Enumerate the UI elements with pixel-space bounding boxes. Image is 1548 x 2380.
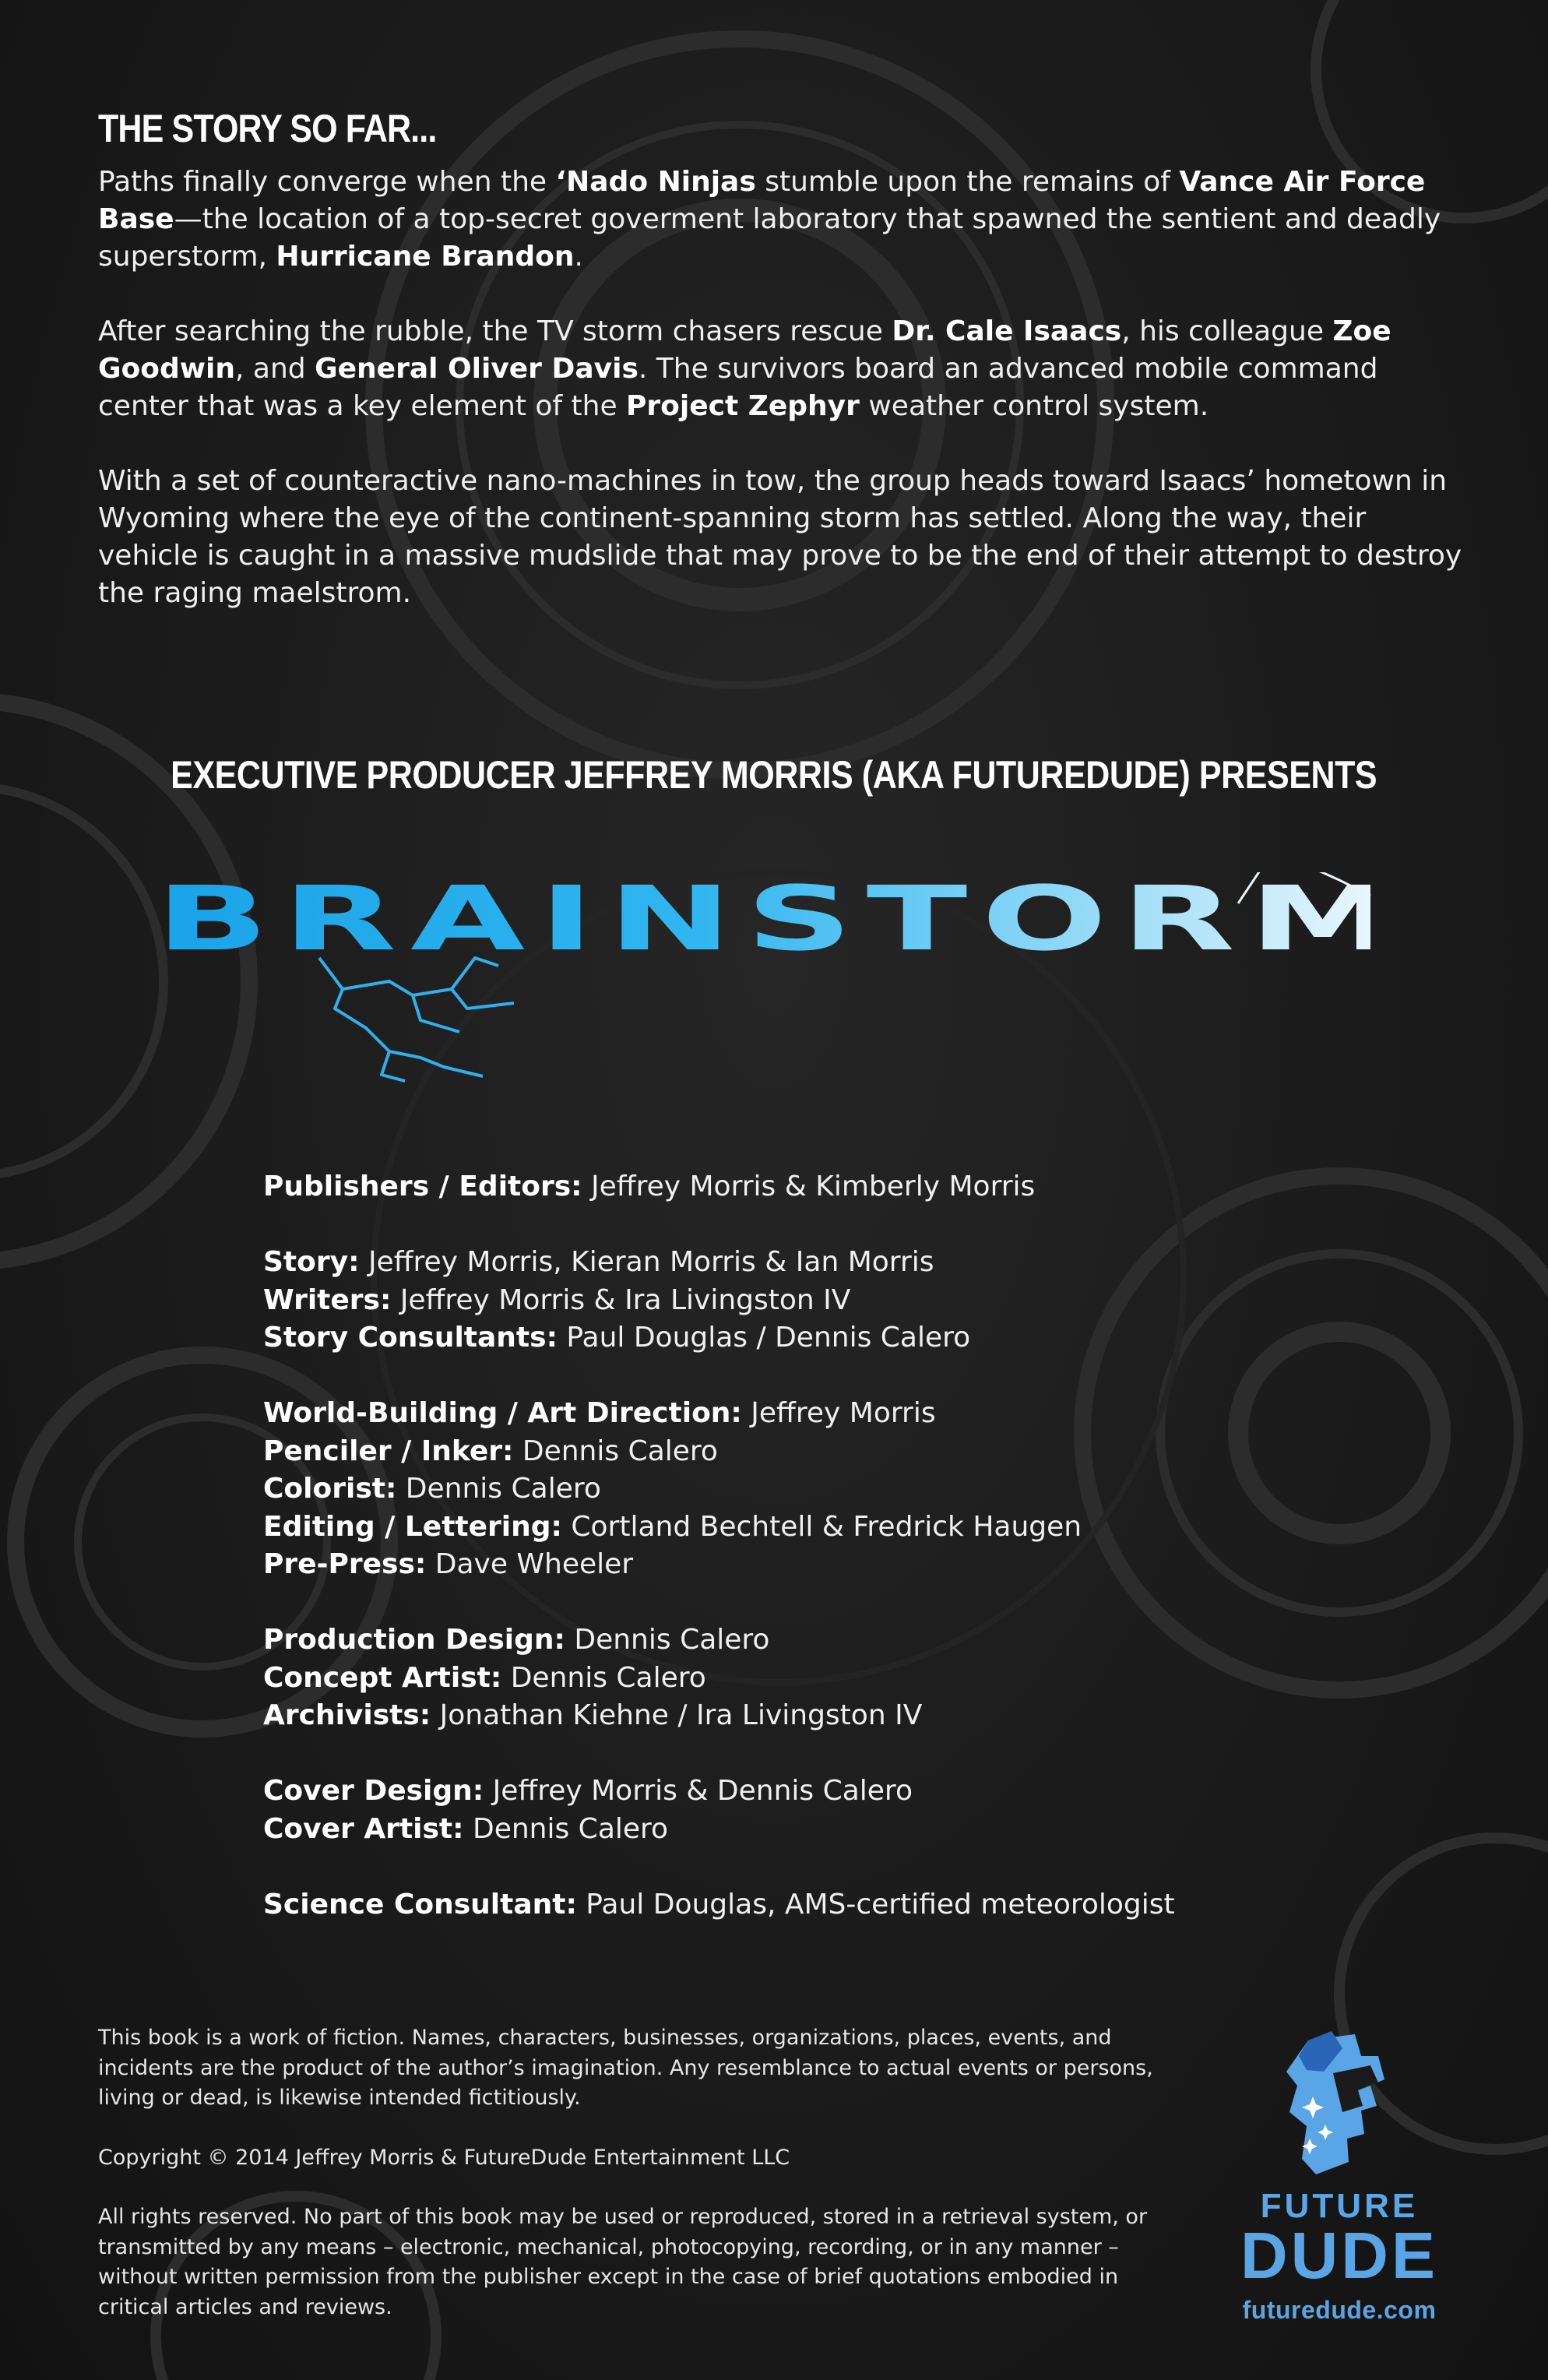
presents-line [0, 752, 1548, 797]
credit-name: Jeffrey Morris [741, 1397, 936, 1429]
story-bold-term: Project Zephyr [626, 390, 860, 422]
credit-line [263, 1697, 1353, 1735]
credit-role: Concept Artist: [263, 1661, 502, 1694]
story-bold-term: Vance Air Force Base [98, 166, 1426, 235]
story-text: , his colleague [1121, 315, 1333, 347]
credit-line [263, 1244, 1353, 1282]
credits-group [263, 1244, 1353, 1357]
credit-line [263, 1773, 1353, 1811]
credit-role: Cover Design: [263, 1775, 484, 1807]
credits-group [263, 1395, 1353, 1584]
story-heading: THE STORY SO FAR... [98, 107, 437, 150]
story-text: . The survivors board an advanced mobile command center that was a key element of the [98, 353, 1378, 422]
credits-group [263, 1168, 1353, 1206]
story-text: With a set of counteractive nano-machines in tow, the group heads toward Isaacs’ hometown in Wyoming where the eye of the continent-spanning storm has settled. Along the way, their vehicle is caught in a massive mudslide that may prove to be the end of their attempt to destroy the raging maelstrom. [98, 465, 1462, 609]
story-bold-term: ‘Nado Ninjas [555, 166, 756, 198]
credits-group [263, 1886, 1353, 1924]
futuredude-head-icon [1261, 2025, 1417, 2181]
credit-name: Jeffrey Morris, Kieran Morris & Ian Morris [359, 1246, 934, 1278]
brainstorm-logo [156, 867, 1411, 1106]
story-bold-term: Zoe Goodwin [98, 315, 1391, 385]
credits-group [263, 1773, 1353, 1848]
brainstorm-logo-text: BRAINSTORM [156, 867, 1411, 970]
story-text: stumble upon the remains of [755, 166, 1180, 198]
credit-role: Production Design: [263, 1624, 565, 1656]
credit-name: Dave Wheeler [426, 1548, 634, 1580]
credit-name: Paul Douglas, AMS-certified meteorologist [576, 1888, 1175, 1921]
credit-role: World-Building / Art Direction: [263, 1397, 742, 1429]
story-text: , and [235, 353, 315, 385]
credit-role: Colorist: [263, 1473, 397, 1505]
credit-role: Story: [263, 1246, 360, 1278]
story-summary [98, 164, 1469, 650]
credit-role: Writers: [263, 1283, 392, 1316]
credits-list [263, 1168, 1353, 1962]
publisher-word-dude: DUDE [1240, 2219, 1438, 2292]
story-paragraph [98, 463, 1469, 612]
credit-line [263, 1660, 1353, 1698]
fiction-disclaimer: This book is a work of fiction. Names, characters, businesses, organizations, places, events, and incidents are the product of the author’s imagination. Any resemblance to actual events or persons, living or dead, is likewise intended fictitiously. [98, 2026, 1153, 2110]
credit-line [263, 1168, 1353, 1206]
credit-line [263, 1621, 1353, 1660]
credit-name: Cortland Bechtell & Fredrick Haugen [561, 1510, 1082, 1543]
credit-name: Paul Douglas / Dennis Calero [557, 1322, 971, 1354]
credit-name: Dennis Calero [565, 1624, 770, 1656]
copyright-line: Copyright © 2014 Jeffrey Morris & FutureDude Entertainment LLC [98, 2145, 790, 2170]
credit-role: Archivists: [263, 1699, 431, 1731]
credit-name: Jeffrey Morris & Ira Livingston IV [391, 1283, 851, 1316]
credit-role: Editing / Lettering: [263, 1510, 562, 1543]
story-bold-term: Dr. Cale Isaacs [892, 315, 1122, 347]
rights-notice: All rights reserved. No part of this book may be used or reproduced, stored in a retrieval system, or transmitted by any means – electronic, mechanical, photocopying, recording, or in any manner – without written permission from the publisher except in the case of brief quotations embodied in critical articles and reviews. [98, 2205, 1148, 2319]
credit-line [263, 1319, 1353, 1357]
credit-role: Publishers / Editors: [263, 1171, 582, 1202]
credit-role: Penciler / Inker: [263, 1435, 514, 1467]
story-bold-term: Hurricane Brandon [276, 241, 575, 273]
credit-line [263, 1433, 1353, 1471]
credit-name: Dennis Calero [396, 1473, 601, 1505]
credit-role: Science Consultant: [263, 1888, 577, 1921]
story-paragraph [98, 313, 1469, 425]
lightning-icon [156, 867, 1411, 1106]
story-paragraph [98, 164, 1469, 276]
credit-line [263, 1886, 1353, 1924]
credit-name: Dennis Calero [501, 1661, 706, 1694]
credit-role: Pre-Press: [263, 1548, 427, 1580]
credit-name: Jeffrey Morris & Dennis Calero [484, 1775, 913, 1807]
publisher-url-link[interactable]: futuredude.com [1242, 2296, 1437, 2324]
credit-name: Jonathan Kiehne / Ira Livingston IV [431, 1699, 923, 1731]
credit-name: Jeffrey Morris & Kimberly Morris [582, 1171, 1036, 1202]
story-text: —the location of a top-secret goverment laboratory that spawned the sentient and deadly superstorm, [98, 203, 1441, 273]
credits-group [263, 1621, 1353, 1735]
story-bold-term: General Oliver Davis [315, 353, 639, 385]
credit-line [263, 1282, 1353, 1320]
credit-name: Dennis Calero [463, 1812, 669, 1845]
story-text: weather control system. [859, 390, 1209, 422]
credit-role: Story Consultants: [263, 1322, 558, 1354]
story-text: . [574, 241, 583, 273]
publisher-word-future: FUTURE [1260, 2187, 1419, 2225]
credit-line [263, 1811, 1353, 1849]
credit-line [263, 1395, 1353, 1433]
credit-line [263, 1509, 1353, 1547]
legal-notice [98, 2023, 1188, 2352]
credit-line [263, 1470, 1353, 1509]
presents-text: EXECUTIVE PRODUCER JEFFREY MORRIS (AKA FUTUREDUDE) PRESENTS [171, 753, 1377, 797]
story-text: Paths finally converge when the [98, 166, 556, 198]
story-text: After searching the rubble, the TV storm chasers rescue [98, 315, 892, 347]
credit-name: Dennis Calero [513, 1435, 718, 1467]
credit-line [263, 1546, 1353, 1584]
credit-role: Cover Artist: [263, 1812, 464, 1845]
